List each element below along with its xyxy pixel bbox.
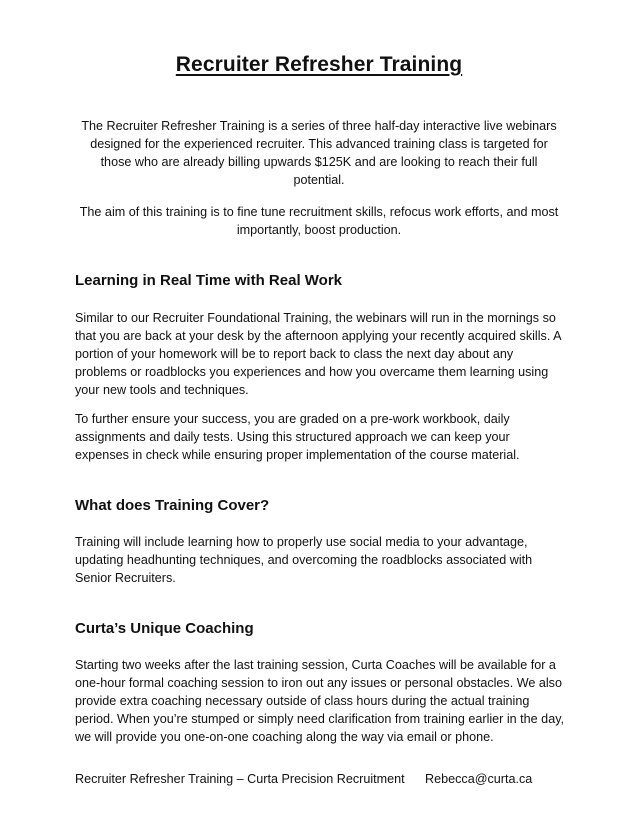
intro-paragraph-1: The Recruiter Refresher Training is a series of three half-day interactive live webinars designed for the experienced recruiter. This advanced training class is targeted for those who are already billing upwards $125K and are looking to reach their full potential.: [81, 119, 557, 187]
page-title: Recruiter Refresher Training: [175, 53, 463, 76]
section-heading-coaching: Curta’s Unique Coaching: [75, 620, 254, 637]
section-learning-paragraph-1: Similar to our Recruiter Foundational Training, the webinars will run in the mornings so that you are back at your desk by the afternoon applying your recently acquired skills. A portion of your homework will be to report back to class the next day about any problems or roadblocks you experiences and how you overcame them learning using your new tools and techniques.: [75, 311, 561, 397]
section-heading-learning: Learning in Real Time with Real Work: [75, 272, 343, 289]
section-learning-paragraph-2: To further ensure your success, you are graded on a pre-work workbook, daily assignments and daily tests. Using this structured approach we can keep your expenses in check while ensuring proper implementation of the course material.: [75, 412, 520, 462]
intro-paragraph-2: The aim of this training is to fine tune recruitment skills, refocus work efforts, and most importantly, boost production.: [79, 205, 559, 237]
section-heading-training-cover: What does Training Cover?: [75, 497, 270, 514]
section-coaching-paragraph: Starting two weeks after the last training session, Curta Coaches will be available for a one-hour formal coaching session to iron out any issues or personal obstacles. We also provide extra coaching necessary outside of class hours during the actual training period. When you’re stumped or simply need clarification from training earlier in the day, we will provide you one-on-one coaching along the way via email or phone.: [75, 658, 565, 744]
footer-title: Recruiter Refresher Training – Curta Precision Recruitment: [75, 772, 405, 786]
section-training-cover-paragraph: Training will include learning how to properly use social media to your advantage, updating headhunting techniques, and overcoming the roadblocks associated with Senior Recruiters.: [75, 535, 533, 585]
footer-email: Rebecca@curta.ca: [425, 772, 533, 786]
